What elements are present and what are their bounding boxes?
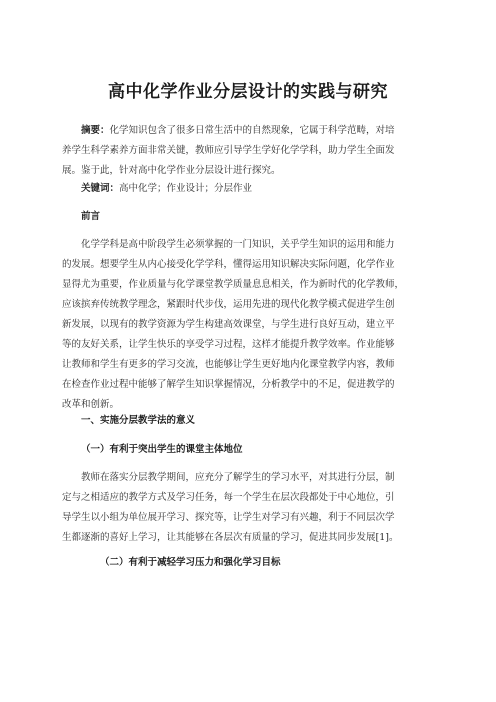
abstract-line: 养学生科学素养方面非常关键，教师应引导学生学好化学学科，助力学生全面发 [62, 145, 395, 156]
abstract-line: 展。鉴于此，针对高中化学作业分层设计进行探究。 [62, 165, 281, 176]
keywords-label: 关键词： [81, 183, 120, 194]
body-line: 导学生以小组为单位展开学习、探究等，让学生对学习有兴趣，利于不同层次学 [62, 512, 395, 523]
preface-line: 的发展。想要学生从内心接受化学学科，懂得运用知识解决实际问题，化学作业 [62, 259, 395, 270]
preface [62, 207, 437, 227]
subsection-1-1-heading: （一）有利于突出学生的课堂主体地位 [81, 444, 243, 455]
preface-heading: 前言 [81, 211, 101, 222]
preface-line: 等的友好关系，让学生快乐的享受学习过程，这样才能提升教学效率。作业能够 [62, 339, 395, 350]
abstract-line: 摘要：化学知识包含了很多日常生活中的自然现象，它属于科学范畴，对培 [81, 125, 395, 136]
body-line: 教师在落实分层教学期间，应充分了解学生的学习水平，对其进行分层，制 [81, 472, 395, 483]
preface-line: 显得尤为重要，作业质量与化学课堂教学质量息息相关，作为新时代的化学教师， [62, 279, 405, 290]
preface-line: 改革和创新。 [62, 399, 120, 410]
body-line: 定与之相适应的教学方式及学习任务，每一个学生在层次段都处于中心地位，引 [62, 492, 395, 503]
subsection-1-1-body [62, 468, 437, 548]
preface-line: 应该摈弃传统教学理念，紧跟时代步伐，运用先进的现代化教学模式促进学生创 [62, 299, 395, 310]
preface-line: 化学学科是高中阶段学生必须掌握的一门知识，关乎学生知识的运用和能力 [81, 239, 395, 250]
keywords [62, 179, 437, 199]
preface-line: 在检查作业过程中能够了解学生知识掌握情况，分析教学中的不足，促进教学的 [62, 379, 395, 390]
paper-title: 高中化学作业分层设计的实践与研究 [108, 82, 388, 102]
section-1 [62, 411, 437, 431]
section-1-heading: 一、实施分层教学法的意义 [81, 415, 196, 426]
subsection-1-2-heading: （二）有利于减轻学习压力和强化学习目标 [100, 557, 281, 568]
preface-line: 让教师和学生有更多的学习交流，也能够让学生更好地内化课堂教学内容，教师 [62, 359, 395, 370]
preface-line: 新发展，以现有的教学资源为学生构建高效课堂，与学生进行良好互动，建立平 [62, 319, 395, 330]
subsection-1-1 [62, 440, 437, 460]
keywords-line [62, 179, 437, 199]
subsection-1-2 [62, 553, 437, 573]
keywords-text: 高中化学；作业设计；分层作业 [119, 183, 253, 194]
body-line: 生都逐渐的喜好上学习，让其能够在各层次有质量的学习，促进其同步发展[1]。 [62, 532, 399, 543]
abstract-label: 摘要： [81, 125, 110, 136]
abstract [62, 121, 437, 181]
preface-body [62, 235, 437, 415]
